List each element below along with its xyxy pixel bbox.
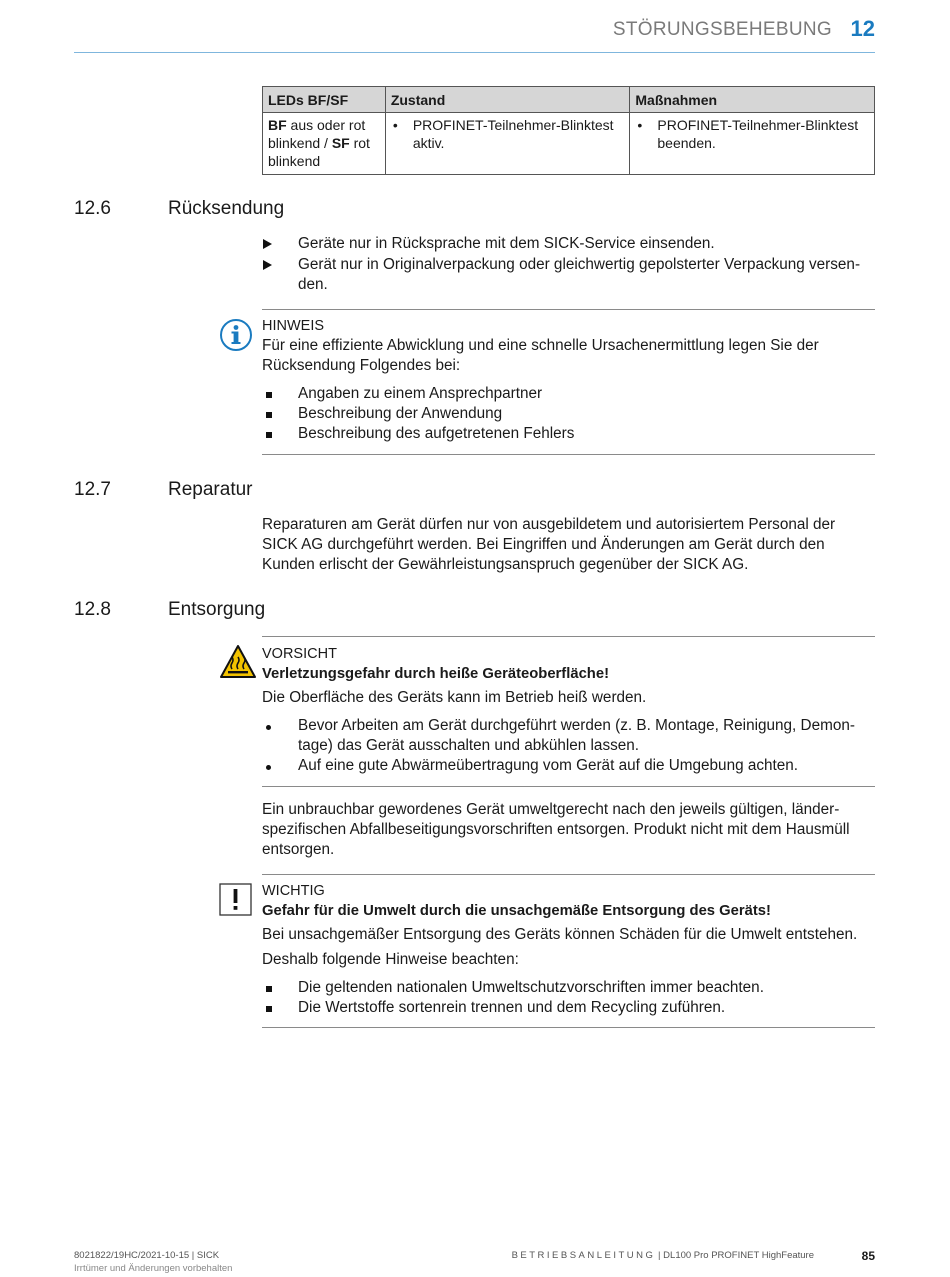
- item-text: Angaben zu einem Ansprechpartner: [298, 385, 543, 402]
- list-item: [262, 998, 875, 1018]
- hot-surface-warning-icon: [219, 644, 257, 684]
- step-text: Gerät nur in Originalverpackung oder gleichwertig gepolsterter Verpackung versen-den.: [298, 256, 861, 293]
- list-item: [262, 255, 875, 295]
- caution-label: VORSICHT: [262, 646, 337, 662]
- round-bullet: [266, 765, 271, 770]
- table-header-cell: LEDs BF/SF: [263, 87, 386, 113]
- important-box: [262, 881, 875, 1018]
- square-bullet: [266, 986, 272, 992]
- item-text: Beschreibung des aufgetretenen Fehlers: [298, 425, 575, 442]
- chapter-number: 12: [850, 16, 875, 41]
- notice-top-rule: [262, 309, 875, 310]
- section-title: Rücksendung: [168, 198, 285, 219]
- important-exclamation-icon: [219, 883, 252, 921]
- caution-bottom-rule: [262, 786, 875, 787]
- notice-bottom-rule: [262, 454, 875, 455]
- paragraph: Reparaturen am Gerät dürfen nur von ausgebildetem und autorisiertem Personal der SICK AG durchgeführt werden. Bei Eingriffen und Änderungen am Gerät durch den Kunden erlischt der Gewährleistungsanspruch gegenüber der SICK AG.: [262, 516, 836, 573]
- table-row: [263, 113, 875, 175]
- table-cell-zustand: [385, 113, 630, 175]
- bullet: •: [392, 117, 398, 133]
- section-number: 12.8: [74, 599, 111, 620]
- footer-disclaimer: Irrtümer und Änderungen vorbehalten: [74, 1263, 233, 1274]
- square-bullet: [266, 392, 272, 398]
- table-header-cell: Maßnahmen: [630, 87, 875, 113]
- led-status-table: [262, 86, 875, 175]
- round-bullet: [266, 725, 271, 730]
- section-number: 12.7: [74, 479, 111, 500]
- item-text: Die Wertstoffe sortenrein trennen und dem Recycling zuführen.: [298, 999, 726, 1016]
- list-item: [262, 756, 875, 776]
- item-text: Beschreibung der Anwendung: [298, 405, 503, 422]
- table-cell-leds: [263, 113, 386, 175]
- chapter-title: STÖRUNGSBEHEBUNG: [612, 19, 832, 40]
- footer-doc-id: 8021822/19HC/2021-10-15 | SICK: [74, 1250, 220, 1261]
- cell-text: PROFINET-Teilnehmer-Blinktest aktiv.: [412, 117, 614, 151]
- important-bottom-rule: [262, 1027, 875, 1028]
- step-text: Geräte nur in Rücksprache mit dem SICK-Service einsenden.: [298, 235, 715, 252]
- list-item: [262, 404, 875, 424]
- led-label: BF: [268, 117, 287, 133]
- item-text: Die geltenden nationalen Umweltschutzvorschriften immer beachten.: [298, 979, 764, 996]
- step-arrow-icon: [263, 260, 272, 270]
- list-item: [262, 384, 875, 404]
- important-headline: Gefahr für die Umwelt durch die unsachgemäße Entsorgung des Geräts!: [262, 903, 771, 919]
- caution-top-rule: [262, 636, 875, 637]
- square-bullet: [266, 412, 272, 418]
- notice-label: HINWEIS: [262, 318, 325, 334]
- list-item: [262, 234, 875, 255]
- list-item: [262, 424, 875, 444]
- led-label: SF: [331, 135, 350, 151]
- table-header-cell: Zustand: [385, 87, 630, 113]
- footer-product: | DL100 Pro PROFINET HighFeature: [655, 1250, 814, 1261]
- square-bullet: [266, 1006, 272, 1012]
- caution-box: [262, 644, 875, 776]
- bullet: •: [637, 117, 643, 133]
- list-item: [262, 978, 875, 998]
- notice-box: [262, 316, 875, 444]
- led-text: rot blinkend: [268, 135, 370, 169]
- item-text: Auf eine gute Abwärmeübertragung vom Gerät auf die Umgebung achten.: [298, 757, 799, 774]
- item-text: Bevor Arbeiten am Gerät durchgeführt werden (z. B. Montage, Reinigung, Demon-tage) das Gerät ausschalten und abkühlen lassen.: [298, 717, 855, 754]
- list-item: [635, 116, 869, 152]
- header-divider: [74, 52, 875, 53]
- caution-headline: Verletzungsgefahr durch heiße Geräteoberfläche!: [262, 666, 609, 682]
- section-number: 12.6: [74, 198, 111, 219]
- caution-text: Die Oberfläche des Geräts kann im Betrieb heiß werden.: [262, 689, 647, 706]
- paragraph: Ein unbrauchbar gewordenes Gerät umweltgerecht nach den jeweils gültigen, länder-spezifischen Abfallbeseitigungsvorschriften entsorgen. Produkt nicht mit dem Hausmüll entsorgen.: [262, 801, 850, 858]
- important-top-rule: [262, 874, 875, 875]
- important-label: WICHTIG: [262, 883, 325, 899]
- footer-doc-type: BETRIEBSANLEITUNG: [511, 1250, 656, 1261]
- led-text: aus oder rot blinkend /: [268, 117, 366, 151]
- info-icon: [219, 318, 253, 357]
- square-bullet: [266, 432, 272, 438]
- section-title: Entsorgung: [168, 599, 266, 620]
- table-cell-massnahmen: [630, 113, 875, 175]
- list-item: [262, 716, 875, 756]
- step-arrow-icon: [263, 239, 272, 249]
- notice-text: Für eine effiziente Abwicklung und eine schnelle Ursachenermittlung legen Sie der Rücksendung Folgendes bei:: [262, 337, 819, 374]
- section-title: Reparatur: [168, 479, 253, 500]
- important-text: Deshalb folgende Hinweise beachten:: [262, 951, 519, 968]
- step-list: [262, 234, 875, 295]
- cell-text: PROFINET-Teilnehmer-Blinktest beenden.: [657, 117, 859, 151]
- footer-doc-info: [512, 1250, 814, 1261]
- table-header-row: [263, 87, 875, 113]
- page-number: 85: [861, 1249, 875, 1263]
- important-text: Bei unsachgemäßer Entsorgung des Geräts können Schäden für die Umwelt entstehen.: [262, 926, 858, 943]
- list-item: [391, 116, 625, 152]
